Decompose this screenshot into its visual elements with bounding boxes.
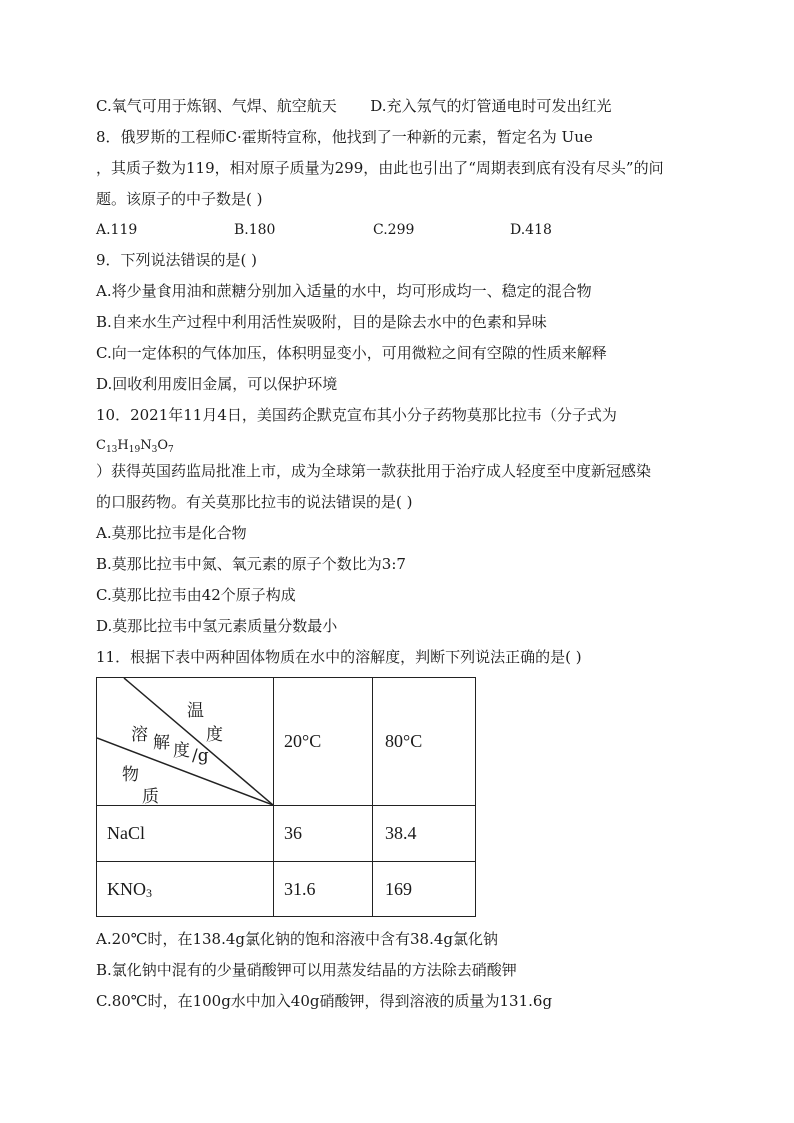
- q8-option-c: C.299: [373, 222, 415, 238]
- diag-label-du2: 度: [173, 741, 190, 761]
- q11-option-c: C.80℃时，在100g水中加入40g硝酸钾，得到溶液的质量为131.6g: [96, 992, 553, 1010]
- q9-option-d: D.回收利用废旧金属，可以保护环境: [96, 375, 338, 393]
- q10-molecular-formula: $C_{13}H_{19}N_3O_7$: [96, 438, 174, 455]
- q10-option-d: D.莫那比拉韦中氢元素质量分数最小: [96, 617, 338, 635]
- table-row: [97, 806, 476, 862]
- q10-option-c: C.莫那比拉韦由42个原子构成: [96, 586, 296, 604]
- diag-label-jie: 解: [153, 733, 170, 753]
- diag-label-du1: 度: [206, 725, 223, 745]
- q9-option-c: C.向一定体积的气体加压，体积明显变小，可用微粒之间有空隙的性质来解释: [96, 344, 607, 362]
- diag-label-wu: 物: [122, 765, 139, 785]
- diag-label-wen: 温: [187, 701, 204, 721]
- header-20c: 20°C: [274, 678, 373, 806]
- q9-stem: 9．下列说法错误的是( ): [96, 251, 258, 269]
- q10-option-b: B.莫那比拉韦中氮、氧元素的原子个数比为3:7: [96, 555, 406, 573]
- header-80c: 80°C: [373, 678, 476, 806]
- q10-option-a: A.莫那比拉韦是化合物: [96, 524, 247, 542]
- q10-stem-line1: 10．2021年11月4日，美国药企默克宣布其小分子药物莫那比拉韦（分子式为: [96, 406, 617, 424]
- diag-label-zhi: 质: [142, 787, 159, 807]
- q7-option-d: D.充入氖气的灯管通电时可发出红光: [370, 97, 612, 115]
- table-row: [97, 862, 476, 917]
- q9-option-a: A.将少量食用油和蔗糖分别加入适量的水中，均可形成均一、稳定的混合物: [96, 282, 592, 300]
- table-header-row: [97, 678, 476, 806]
- q8-option-d: D.418: [510, 222, 552, 238]
- q11-option-a: A.20℃时，在138.4g氯化钠的饱和溶液中含有38.4g氯化钠: [96, 930, 499, 948]
- row-nacl-20c: 36: [274, 806, 373, 862]
- diag-label-unit: /g: [192, 746, 209, 766]
- q8-option-b: B.180: [234, 222, 276, 238]
- row-kno3-20c: 31.6: [274, 862, 373, 917]
- table-diagonal-header-cell: [97, 678, 274, 806]
- q11-option-b: B.氯化钠中混有的少量硝酸钾可以用蒸发结晶的方法除去硝酸钾: [96, 961, 517, 979]
- row-kno3-80c: 169: [373, 862, 476, 917]
- q9-option-b: B.自来水生产过程中利用活性炭吸附，目的是除去水中的色素和异味: [96, 313, 547, 331]
- q8-stem-line2: ，其质子数为119，相对原子质量为299，由此也引出了“周期表到底有没有尽头”的问: [96, 159, 664, 177]
- q7-option-row: [96, 96, 612, 116]
- q11-stem: 11．根据下表中两种固体物质在水中的溶解度，判断下列说法正确的是( ): [96, 648, 582, 666]
- q10-stem-line4: 的口服药物。有关莫那比拉韦的说法错误的是( ): [96, 493, 413, 511]
- diag-label-rong: 溶: [131, 725, 148, 745]
- q8-stem-line3: 题。该原子的中子数是( ): [96, 190, 263, 208]
- q8-stem-line1: 8．俄罗斯的工程师C·霍斯特宣称，他找到了一种新的元素，暂定名为 Uue: [96, 128, 593, 146]
- row-kno3-name: $KNO_3$: [97, 862, 274, 917]
- q7-option-c: C.氧气可用于炼钢、气焊、航空航天: [96, 97, 337, 115]
- q10-stem-line3: ）获得英国药监局批准上市，成为全球第一款获批用于治疗成人轻度至中度新冠感染: [96, 462, 652, 480]
- row-nacl-name: NaCl: [97, 806, 274, 862]
- q8-option-a: A.119: [96, 222, 138, 238]
- solubility-table: [96, 677, 476, 917]
- row-nacl-80c: 38.4: [373, 806, 476, 862]
